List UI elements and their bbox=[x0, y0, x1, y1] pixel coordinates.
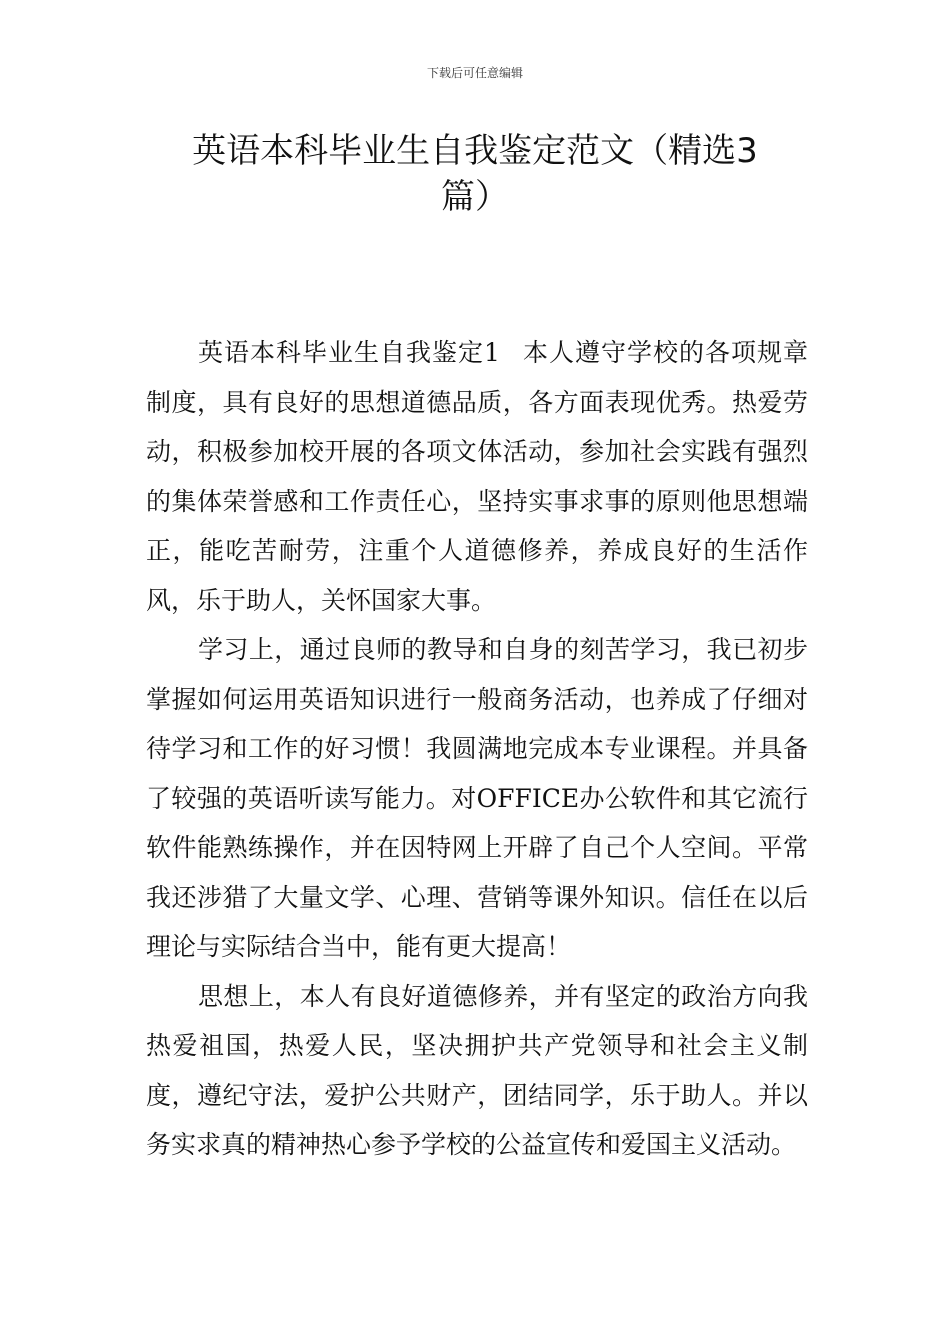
document-body bbox=[146, 328, 808, 1170]
section-title: 英语本科毕业生自我鉴定1 bbox=[198, 338, 500, 367]
paragraph-1-text: 本人遵守学校的各项规章制度，具有良好的思想道德品质，各方面表现优秀。热爱劳动，积极参加校开展的各项文体活动，参加社会实践有强烈的集体荣誉感和工作责任心，坚持实事求事的原则他思想端正，能吃苦耐劳，注重个人道德修养，养成良好的生活作风，乐于助人，关怀国家大事。 bbox=[146, 338, 808, 615]
paragraph-3: 思想上，本人有良好道德修养，并有坚定的政治方向我热爱祖国，热爱人民，坚决拥护共产党领导和社会主义制度，遵纪守法，爱护公共财产，团结同学，乐于助人。并以务实求真的精神热心参予学校的公益宣传和爱国主义活动。 bbox=[146, 981, 808, 1159]
header-note: 下载后可任意编辑 bbox=[426, 66, 523, 80]
paragraph-2: 学习上，通过良师的教导和自身的刻苦学习，我已初步掌握如何运用英语知识进行一般商务活动，也养成了仔细对待学习和工作的好习惯！我圆满地完成本专业课程。并具备了较强的英语听读写能力。对OFFICE办公软件和其它流行软件能熟练操作，并在因特网上开辟了自己个人空间。平常我还涉猎了大量文学、心理、营销等课外知识。信任在以后理论与实际结合当中，能有更大提高！ bbox=[146, 635, 808, 961]
document-title: 英语本科毕业生自我鉴定范文（精选3篇） bbox=[192, 131, 758, 217]
paragraph-1 bbox=[146, 328, 808, 625]
